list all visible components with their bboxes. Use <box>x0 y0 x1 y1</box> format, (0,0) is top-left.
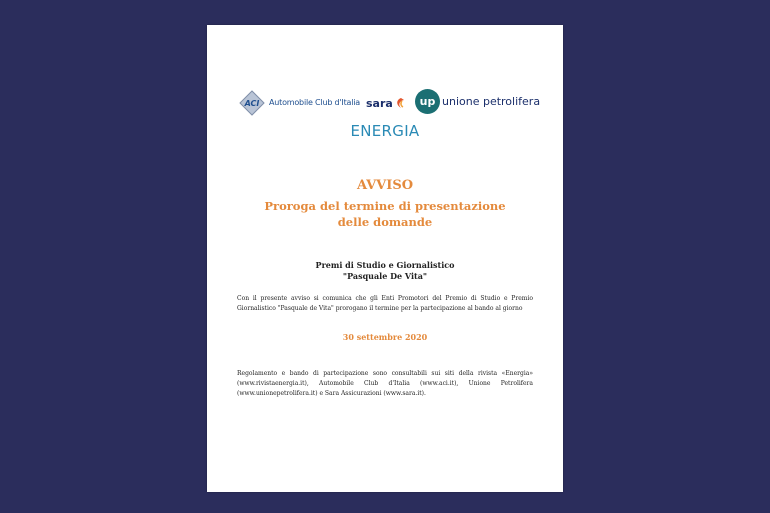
subtitle-line-1: Proroga del termine di presentazione <box>264 199 506 213</box>
notice-heading: AVVISO <box>356 178 414 193</box>
svg-text:ACI: ACI <box>244 99 260 108</box>
notice-body-paragraph: Con il presente avviso si comunica che gli Enti Promotori del Premio di Studio e Premio Giornalistico "Pasquale de Vita" prorogano il termine per la partecipazione al bando al giorno <box>237 295 533 312</box>
subtitle-line-2: delle domande <box>337 215 433 229</box>
up-logo-text: unione petrolifera <box>442 95 541 108</box>
sara-logo <box>366 94 405 113</box>
regulations-paragraph: Regolamento e bando di partecipazione sono consultabili sui siti della rivista «Energia» (www.rivistaenergia.it), Automobile Club d'Italia (www.aci.it), Unione Petrolifera (www.unionepetrolifera.it) e Sara Assicurazioni (www.sara.it). <box>237 370 533 397</box>
notice-subtitle <box>207 198 563 230</box>
up-badge-icon: up <box>415 89 440 114</box>
energia-logo: ENERGIA <box>350 122 420 140</box>
sponsor-logos <box>207 87 563 147</box>
aci-logo <box>239 90 360 114</box>
sara-swirl-icon <box>395 94 405 113</box>
aci-logo-text: Automobile Club d'Italia <box>269 97 360 107</box>
document-page <box>207 25 563 492</box>
unione-petrolifera-logo <box>415 89 540 114</box>
award-title <box>207 260 563 282</box>
aci-emblem-icon <box>239 90 263 114</box>
deadline-date: 30 settembre 2020 <box>342 332 428 342</box>
sara-logo-text: sara <box>366 97 393 110</box>
award-title-line-2: "Pasquale De Vita" <box>342 271 428 281</box>
award-title-line-1: Premi di Studio e Giornalistico <box>315 260 455 270</box>
